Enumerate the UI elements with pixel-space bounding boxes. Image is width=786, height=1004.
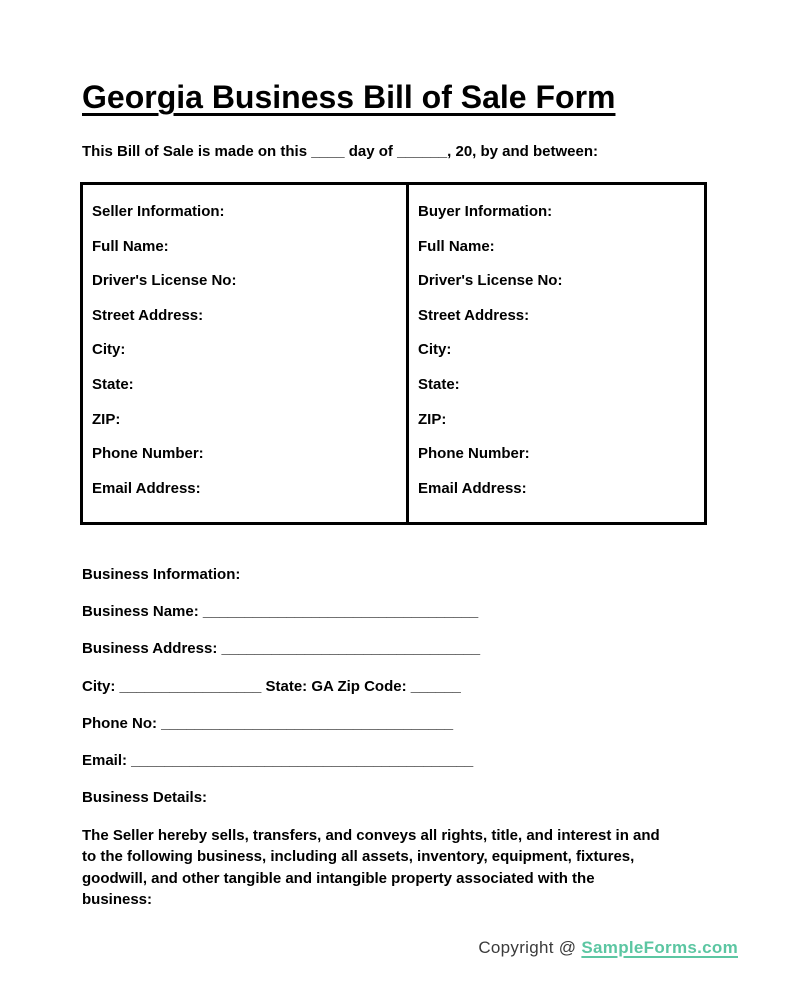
seller-zip-label: ZIP: [92,410,121,428]
buyer-drivers-license-label: Driver's License No: [418,272,563,290]
details-paragraph-line: The Seller hereby sells, transfers, and conveys all rights, title, and interest in and [82,827,660,844]
seller-info-cell [83,185,406,522]
business-city-state-zip-line: City: _________________ State: GA Zip Code: ______ [82,677,461,695]
business-name-line: Business Name: _________________________________ [82,603,479,621]
page-title: Georgia Business Bill of Sale Form [82,79,616,116]
seller-full-name-label: Full Name: [92,237,169,255]
details-paragraph-line: business: [82,890,153,908]
copyright-text: Copyright @ [478,938,582,957]
business-email-line: Email: _________________________________________ [82,752,474,770]
business-information-section [82,556,742,816]
seller-email-label: Email Address: [92,479,201,497]
business-phone-line: Phone No: ___________________________________ [82,714,454,732]
details-paragraph-line: to the following business, including all assets, inventory, equipment, fixtures, [82,848,635,866]
seller-phone-label: Phone Number: [92,445,204,463]
intro-sentence: This Bill of Sale is made on this ____ day of ______, 20, by and between: [82,143,599,160]
business-address-line: Business Address: _______________________________ [82,640,481,658]
buyer-street-address-label: Street Address: [418,306,530,324]
seller-street-address-label: Street Address: [92,306,204,324]
buyer-city-label: City: [418,341,452,359]
sampleforms-link[interactable]: SampleForms.com [581,938,738,957]
buyer-info-cell [406,185,704,522]
seller-state-label: State: [92,375,134,393]
buyer-zip-label: ZIP: [418,410,447,428]
buyer-heading: Buyer Information: [418,203,553,220]
buyer-email-label: Email Address: [418,479,527,497]
business-info-heading: Business Information: [82,566,241,583]
buyer-full-name-label: Full Name: [418,237,495,255]
buyer-phone-label: Phone Number: [418,445,530,463]
seller-city-label: City: [92,341,126,359]
copyright-footer [478,936,738,960]
seller-heading: Seller Information: [92,203,225,220]
parties-info-table [80,182,707,525]
details-paragraph-line: goodwill, and other tangible and intangible property associated with the [82,869,595,887]
buyer-state-label: State: [418,375,460,393]
seller-drivers-license-label: Driver's License No: [92,272,237,290]
business-details-paragraph [82,825,742,910]
business-details-heading: Business Details: [82,789,208,807]
